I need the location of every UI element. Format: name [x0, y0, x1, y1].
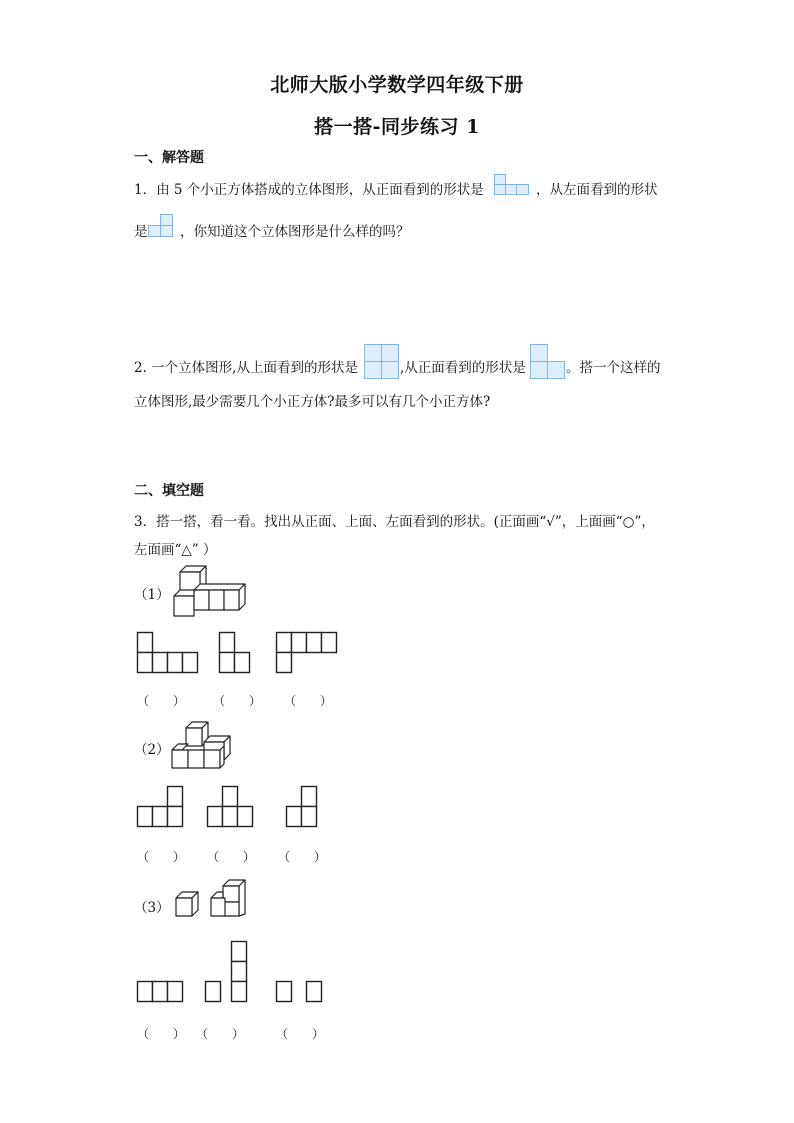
q3-part1-option-a: [137, 632, 201, 676]
q3-part1-blank-a[interactable]: （ ）: [137, 694, 186, 708]
q2-text-1b: ,从正面看到的形状是: [400, 360, 526, 376]
q3-part3-blank-c[interactable]: （ ）: [276, 1027, 325, 1041]
q3-part2-option-a: [137, 786, 187, 830]
q3-part1-blank-c[interactable]: （ ）: [284, 694, 333, 708]
q1-text-2a: 是: [134, 224, 148, 240]
q3-text-2: 左面画“△” ）: [134, 542, 217, 558]
q3-part3-solid-figure-a: [174, 890, 204, 922]
q3-text-1: 3．搭一搭，看一看。找出从正面、上面、左面看到的形状。(正面画“√”，上面画“○”，: [134, 514, 655, 530]
section-heading-2: 二、填空题: [134, 483, 204, 499]
q3-part2-option-b: [207, 786, 257, 830]
q3-part2-blank-c[interactable]: （ ）: [278, 850, 327, 864]
page-subtitle: 搭一搭-同步练习 1: [314, 116, 480, 138]
q3-part3-blank-b[interactable]: （ ）: [196, 1027, 245, 1041]
q3-part3-blank-a[interactable]: （ ）: [137, 1027, 186, 1041]
q2-text-1c: 。搭一个这样的: [566, 360, 661, 376]
q1-front-view-figure: [494, 174, 534, 196]
q3-part3-option-a: [137, 981, 187, 1005]
q3-part1-label: （1）: [134, 587, 170, 603]
q3-part1-option-b: [219, 632, 253, 676]
q1-text-2b: ，你知道这个立体图形是什么样的吗？: [180, 224, 410, 240]
q3-part3-label: （3）: [134, 900, 170, 916]
q1-text-1a: 1．由 5 个小正方体搭成的立体图形，从正面看到的形状是: [134, 182, 484, 198]
q3-part2-solid-figure: [168, 718, 234, 772]
q3-part2-label: （2）: [134, 742, 170, 758]
q2-top-view-figure: [364, 344, 400, 380]
q2-text-2: 立体图形,最少需要几个小正方体?最多可以有几个小正方体?: [134, 394, 491, 410]
q3-part3-solid-figure-b: [209, 876, 253, 922]
q3-part3-option-b2: [231, 941, 251, 1005]
q3-part3-option-c1: [276, 981, 296, 1005]
q3-part2-option-c: [286, 786, 322, 830]
q3-part1-solid-figure: [170, 562, 250, 622]
q3-part1-blank-b[interactable]: （ ）: [213, 694, 262, 708]
q2-text-1a: 2. 一个立体图形,从上面看到的形状是: [134, 360, 358, 376]
q1-text-1b: ，从左面看到的形状: [536, 182, 658, 198]
section-heading-1: 一、解答题: [134, 150, 204, 166]
q1-left-view-figure: [148, 214, 178, 238]
q3-part3-option-c2: [306, 981, 326, 1005]
q3-part1-option-c: [276, 632, 340, 676]
q3-part3-option-b1: [205, 981, 225, 1005]
page-title: 北师大版小学数学四年级下册: [270, 74, 524, 96]
q3-part2-blank-b[interactable]: （ ）: [207, 850, 256, 864]
q3-part2-blank-a[interactable]: （ ）: [137, 850, 186, 864]
q2-front-view-figure: [530, 344, 566, 380]
